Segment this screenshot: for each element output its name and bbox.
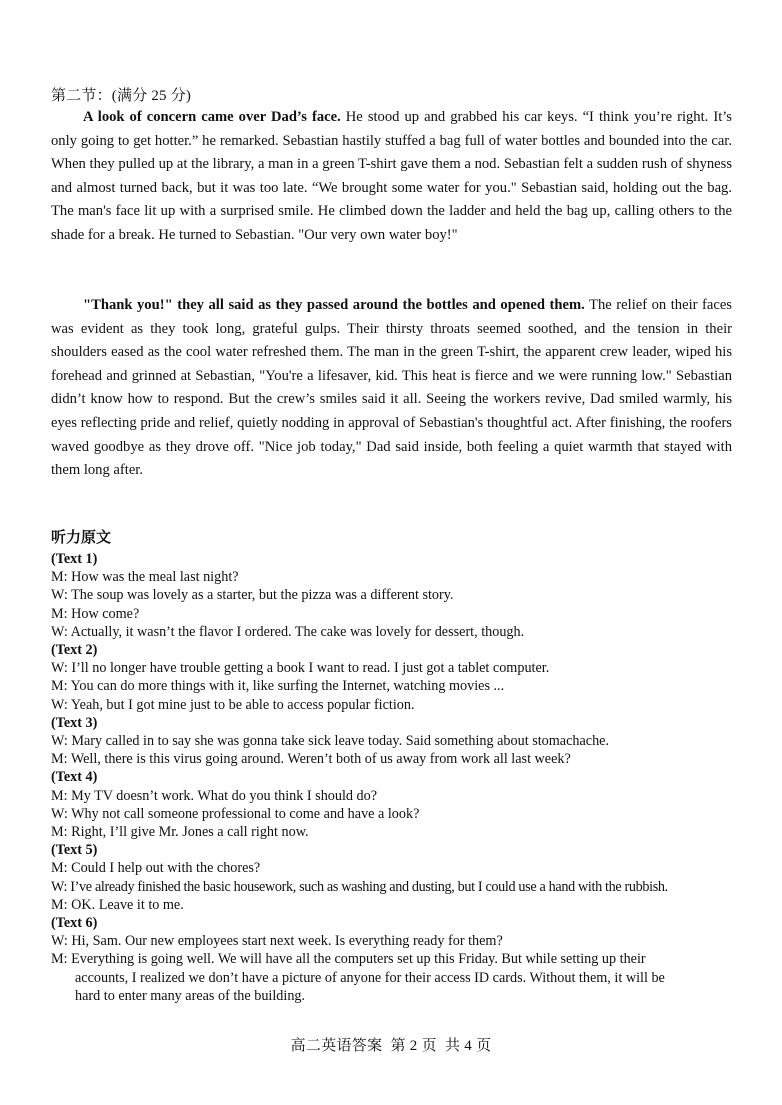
footer-page-unit: 页 (421, 1038, 437, 1054)
dialogue-line: W: Why not call someone professional to come and have a look? (51, 805, 420, 822)
paragraph-2-lead-sentence: "Thank you!" they all said as they passed around the bottles and opened them. (83, 297, 585, 313)
dialogue-line: W: Actually, it wasn’t the flavor I ordered. The cake was lovely for dessert, though. (51, 623, 525, 640)
text-5-header: (Text 5) (51, 842, 98, 859)
text-6-header: (Text 6) (51, 915, 98, 932)
footer-total-prefix: 共 (444, 1038, 461, 1054)
dialogue-line: W: Hi, Sam. Our new employees start next week. Is everything ready for them? (51, 933, 503, 950)
section-title: 第二节：(满分 25 分) (51, 88, 192, 104)
footer-page-number: 2 (409, 1038, 418, 1054)
text-1-header: (Text 1) (51, 551, 98, 567)
story-paragraph-2 (51, 294, 732, 483)
footer-total-unit: 页 (476, 1038, 492, 1054)
text-3-header: (Text 3) (51, 714, 98, 731)
dialogue-line: W: The soup was lovely as a starter, but the pizza was a different story. (51, 587, 454, 604)
dialogue-line: W: Yeah, but I got mine just to be able to access popular fiction. (51, 696, 415, 713)
dialogue-line-text: hard to enter many areas of the building. (75, 987, 306, 1004)
dialogue-line: M: How come? (51, 605, 140, 622)
dialogue-line: W: I’ve already finished the basic housework, such as washing and dusting, but I could use a hand with the rubbish. (51, 878, 668, 895)
dialogue-line: M: How was the meal last night? (51, 569, 239, 586)
text-2-header: (Text 2) (51, 642, 98, 659)
dialogue-line-continued (51, 987, 733, 1005)
dialogue-line-text: accounts, I realized we don’t have a picture of anyone for their access ID cards. Without them, it will be (75, 969, 665, 986)
listening-transcript (51, 526, 741, 1005)
dialogue-line: M: You can do more things with it, like surfing the Internet, watching movies ... (51, 678, 505, 695)
text-4-header: (Text 4) (51, 769, 98, 786)
dialogue-line: M: Well, there is this virus going around. Weren’t both of us away from work all last week? (51, 751, 571, 768)
paragraph-1-body: He stood up and grabbed his car keys. “I think you’re right. It’s only going to get hotter.” he remarked. Sebastian hastily stuffed a bag full of water bottles and bounded into the car. When they pulled up at the library, a man in a green T-shirt gave them a nod. Sebastian felt a sudden rush of shyness and almost turned back, but it was too late. “We brought some water for you." Sebastian said, holding out the bag. The man's face lit up with a surprised smile. He climbed down the ladder and held the bag up, calling others to the shade for a break. He turned to Sebastian. "Our very own water boy!" (51, 109, 732, 243)
dialogue-line: W: Mary called in to say she was gonna take sick leave today. Said something about stomachache. (51, 733, 610, 750)
dialogue-line: M: Right, I’ll give Mr. Jones a call right now. (51, 824, 309, 841)
dialogue-line: M: Could I help out with the chores? (51, 860, 261, 877)
listening-title: 听力原文 (51, 530, 112, 546)
dialogue-line: M: OK. Leave it to me. (51, 896, 184, 913)
footer-subject: 高二英语答案 (290, 1038, 383, 1054)
dialogue-line: M: Everything is going well. We will have all the computers set up this Friday. But while setting up their (51, 951, 646, 968)
dialogue-line: W: I’ll no longer have trouble getting a book I want to read. I just got a tablet computer. (51, 660, 550, 677)
footer-total-pages: 4 (464, 1038, 473, 1054)
paragraph-1-lead-sentence: A look of concern came over Dad’s face. (83, 109, 341, 125)
dialogue-line: M: My TV doesn’t work. What do you think I should do? (51, 787, 378, 804)
footer-page-prefix: 第 (390, 1038, 406, 1054)
story-paragraph-1 (51, 106, 732, 248)
page-footer (0, 1034, 782, 1055)
paragraph-2-body: The relief on their faces was evident as they took long, grateful gulps. Their thirsty throats seemed soothed, and the tension in their shoulders eased as the cool water refreshed them. The man in the green T-shirt, the apparent crew leader, wiped his forehead and grinned at Sebastian, "You're a lifesaver, kid. This heat is fierce and we were running low." Sebastian didn’t know how to respond. But the crew’s smiles said it all. Seeing the workers revive, Dad smiled warmly, his eyes reflecting pride and relief, quietly nodding in approval of Sebastian's thoughtful act. After finishing, the roofers waved goodbye as they drove off. "Nice job today," Dad said inside, both feeling a quiet warmth that stayed with them long after. (51, 297, 732, 479)
dialogue-line-continued (51, 969, 733, 987)
